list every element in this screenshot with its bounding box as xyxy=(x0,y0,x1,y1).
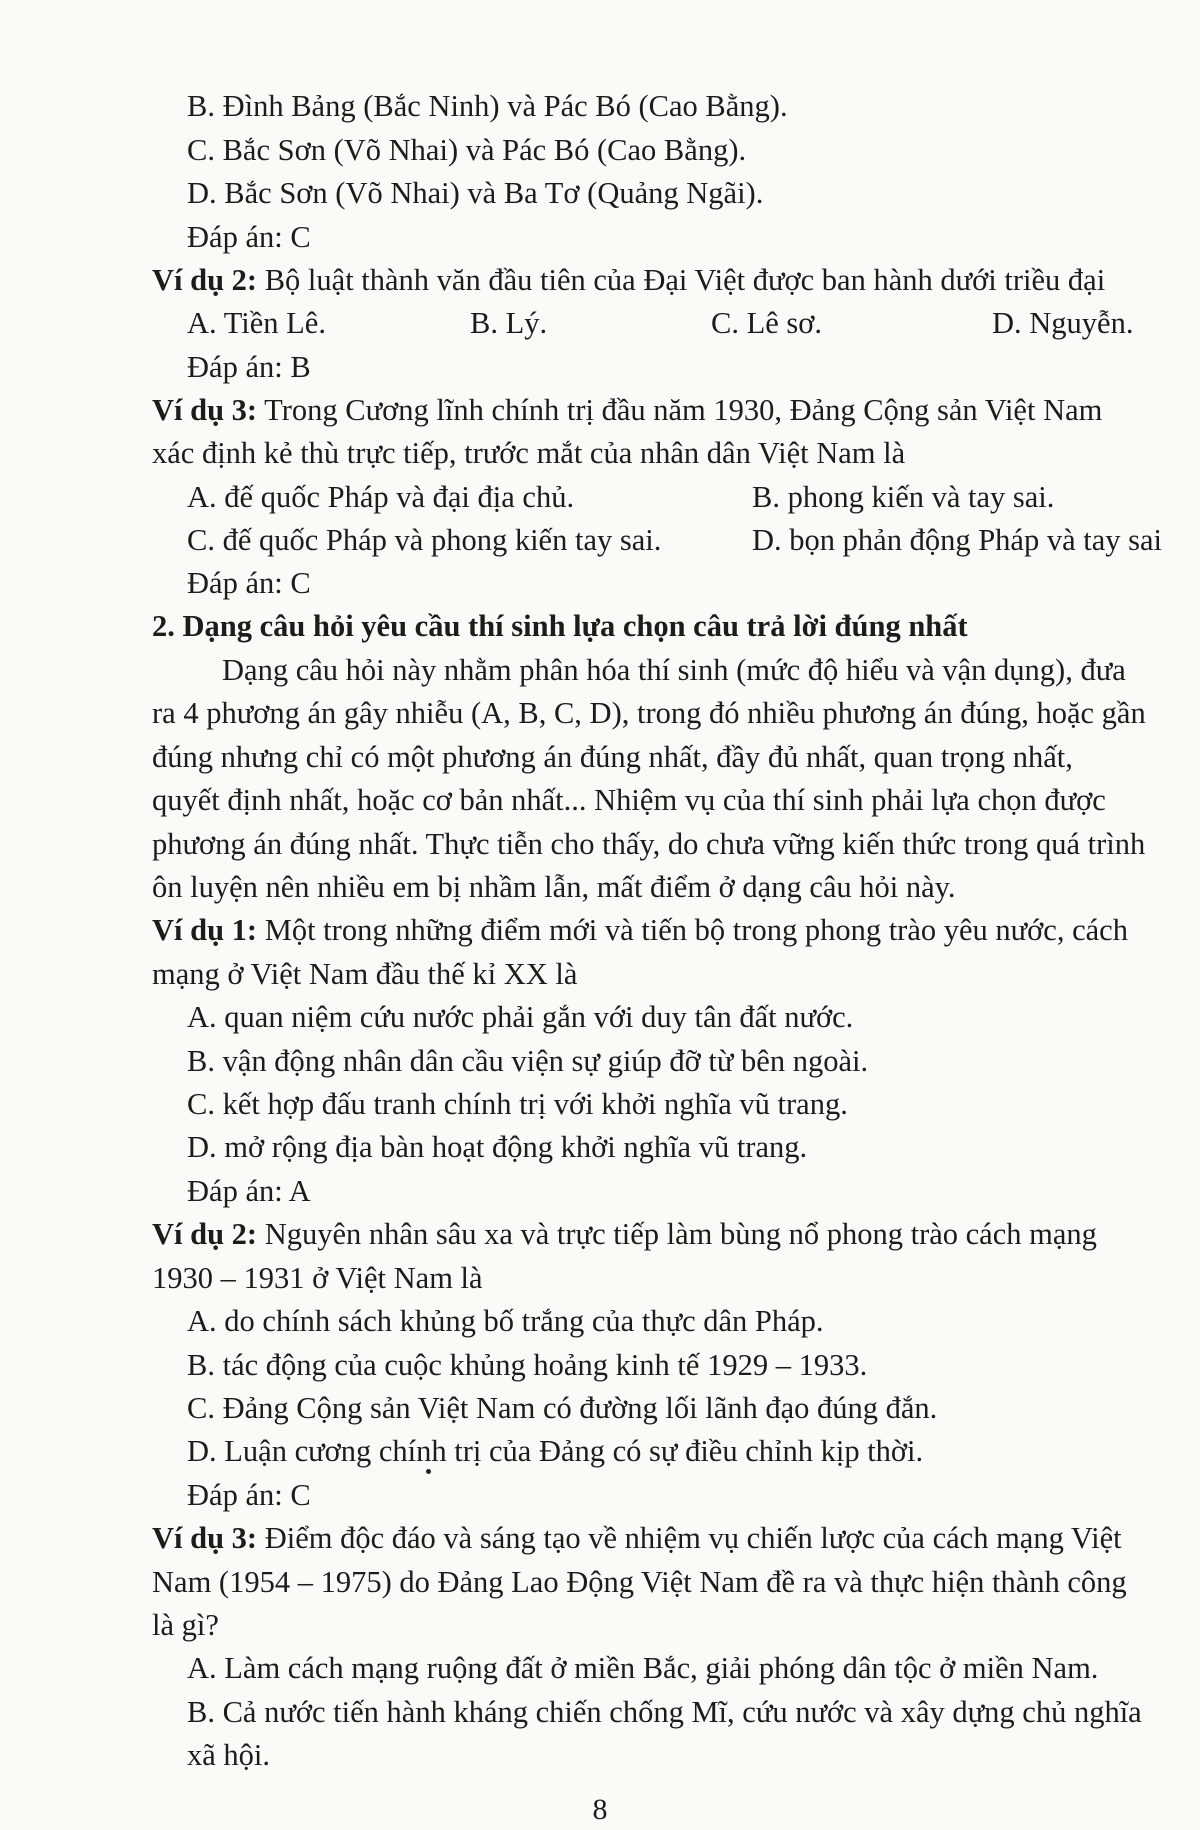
question-text-cont: Nam (1954 – 1975) do Đảng Lao Động Việt Nam đề ra và thực hiện thành công xyxy=(152,1565,1127,1599)
example-question xyxy=(152,910,1128,950)
option-d: D. bọn phản động Pháp và tay sai xyxy=(752,523,1162,557)
paragraph-line: ôn luyện nên nhiều em bị nhầm lẫn, mất điểm ở dạng câu hỏi này. xyxy=(152,870,956,904)
ink-dot xyxy=(426,1469,431,1474)
paragraph-line: ra 4 phương án gây nhiễu (A, B, C, D), trong đó nhiều phương án đúng, hoặc gần xyxy=(152,696,1146,730)
answer: Đáp án: A xyxy=(187,1174,311,1208)
question-text: Điểm độc đáo và sáng tạo về nhiệm vụ chiến lược của cách mạng Việt xyxy=(257,1521,1122,1555)
question-text-cont: là gì? xyxy=(152,1608,219,1642)
question-text: Bộ luật thành văn đầu tiên của Đại Việt được ban hành dưới triều đại xyxy=(257,263,1106,297)
option-b: B. Đình Bảng (Bắc Ninh) và Pác Bó (Cao Bằng). xyxy=(187,89,788,123)
paragraph-line: quyết định nhất, hoặc cơ bản nhất... Nhiệm vụ của thí sinh phải lựa chọn được xyxy=(152,783,1106,817)
question-text: Trong Cương lĩnh chính trị đầu năm 1930, Đảng Cộng sản Việt Nam xyxy=(257,393,1103,427)
question-text-cont: mạng ở Việt Nam đầu thế kỉ XX là xyxy=(152,957,578,991)
option-a: A. Làm cách mạng ruộng đất ở miền Bắc, giải phóng dân tộc ở miền Nam. xyxy=(187,1651,1099,1685)
answer: Đáp án: B xyxy=(187,350,311,384)
example-question xyxy=(152,390,1102,430)
answer: Đáp án: C xyxy=(187,566,311,600)
option-a: A. Tiền Lê. xyxy=(187,306,326,340)
example-label: Ví dụ 2: xyxy=(152,1217,258,1251)
answer: Đáp án: C xyxy=(187,1478,311,1512)
option-a: A. đế quốc Pháp và đại địa chủ. xyxy=(187,480,575,514)
option-c: C. đế quốc Pháp và phong kiến tay sai. xyxy=(187,523,662,557)
example-label: Ví dụ 3: xyxy=(152,1521,258,1555)
question-text-cont: 1930 – 1931 ở Việt Nam là xyxy=(152,1261,483,1295)
option-b: B. tác động của cuộc khủng hoảng kinh tế 1929 – 1933. xyxy=(187,1348,868,1382)
option-a: A. do chính sách khủng bố trắng của thực dân Pháp. xyxy=(187,1304,824,1338)
option-b: B. Lý. xyxy=(470,306,548,340)
question-text: Nguyên nhân sâu xa và trực tiếp làm bùng nổ phong trào cách mạng xyxy=(257,1217,1097,1251)
example-question xyxy=(152,260,1105,300)
paragraph-line: đúng nhưng chỉ có một phương án đúng nhất, đầy đủ nhất, quan trọng nhất, xyxy=(152,740,1073,774)
answer: Đáp án: C xyxy=(187,220,311,254)
option-c: C. Lê sơ. xyxy=(711,306,823,340)
option-c: C. Bắc Sơn (Võ Nhai) và Pác Bó (Cao Bằng). xyxy=(187,133,747,167)
option-d: D. mở rộng địa bàn hoạt động khởi nghĩa vũ trang. xyxy=(187,1130,808,1164)
option-b: B. vận động nhân dân cầu viện sự giúp đỡ từ bên ngoài. xyxy=(187,1044,869,1078)
option-b: B. Cả nước tiến hành kháng chiến chống Mĩ, cứu nước và xây dựng chủ nghĩa xyxy=(187,1695,1142,1729)
option-d: D. Luận cương chính trị của Đảng có sự điều chỉnh kịp thời. xyxy=(187,1434,924,1468)
example-label: Ví dụ 1: xyxy=(152,913,258,947)
option-b-cont: xã hội. xyxy=(187,1738,271,1772)
paragraph-line: Dạng câu hỏi này nhằm phân hóa thí sinh (mức độ hiểu và vận dụng), đưa xyxy=(222,653,1126,687)
option-d: D. Bắc Sơn (Võ Nhai) và Ba Tơ (Quảng Ngãi). xyxy=(187,176,764,210)
example-label: Ví dụ 3: xyxy=(152,393,258,427)
option-a: A. quan niệm cứu nước phải gắn với duy tân đất nước. xyxy=(187,1000,854,1034)
option-d: D. Nguyễn. xyxy=(992,306,1134,340)
option-c: C. Đảng Cộng sản Việt Nam có đường lối lãnh đạo đúng đắn. xyxy=(187,1391,938,1425)
paragraph-line: phương án đúng nhất. Thực tiễn cho thấy, do chưa vững kiến thức trong quá trình xyxy=(152,827,1146,861)
question-text: Một trong những điểm mới và tiến bộ trong phong trào yêu nước, cách xyxy=(257,913,1128,947)
example-question xyxy=(152,1518,1122,1558)
example-label: Ví dụ 2: xyxy=(152,263,258,297)
example-question xyxy=(152,1214,1097,1254)
option-c: C. kết hợp đấu tranh chính trị với khởi nghĩa vũ trang. xyxy=(187,1087,848,1121)
page-number: 8 xyxy=(592,1793,608,1826)
question-text-cont: xác định kẻ thù trực tiếp, trước mắt của nhân dân Việt Nam là xyxy=(152,436,906,470)
option-b: B. phong kiến và tay sai. xyxy=(752,480,1055,514)
section-heading: 2. Dạng câu hỏi yêu cầu thí sinh lựa chọn câu trả lời đúng nhất xyxy=(152,609,968,643)
